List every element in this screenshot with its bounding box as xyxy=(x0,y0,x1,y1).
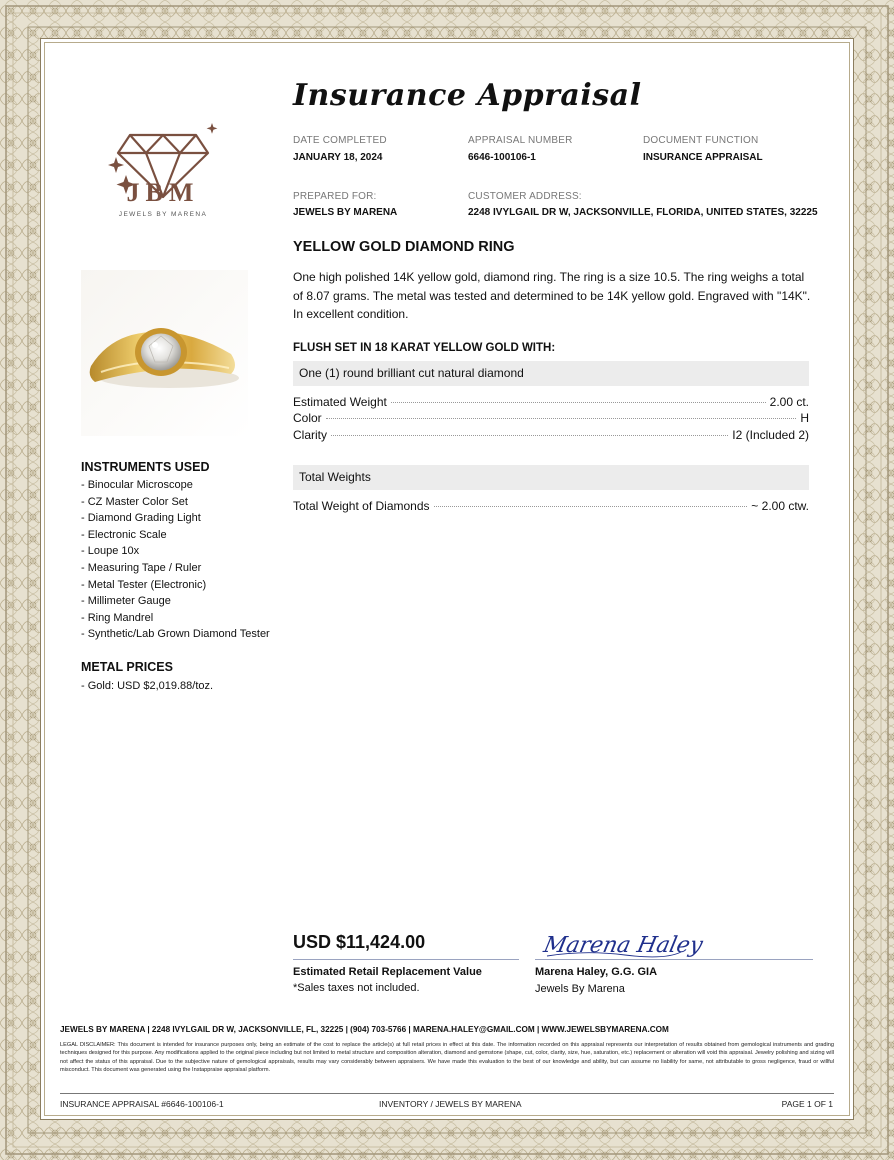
document-title: Insurance Appraisal xyxy=(293,78,642,113)
price-label: Estimated Retail Replacement Value xyxy=(293,966,482,978)
metal-prices-title: METAL PRICES xyxy=(81,660,173,674)
list-item: - CZ Master Color Set xyxy=(81,495,188,508)
instruments-title: INSTRUMENTS USED xyxy=(81,460,210,474)
item-description: One high polished 14K yellow gold, diamond ring. The ring is a size 10.5. The ring weighs a total of 8.07 grams. The metal was tested and determined to be 14K yellow gold. Engraved with "14K". In excellent condition. xyxy=(293,270,811,321)
spec-value: I2 (Included 2) xyxy=(732,428,809,442)
appraisal-number-value: 6646-100106-1 xyxy=(468,152,536,163)
appraised-price: USD $11,424.00 xyxy=(293,932,426,952)
leader-dots xyxy=(326,418,797,419)
spec-value: 2.00 ct. xyxy=(769,395,809,409)
customer-address-value: 2248 IVYLGAIL DR W, JACKSONVILLE, FLORIDA, UNITED STATES, 32225 xyxy=(468,207,818,218)
list-item: - Electronic Scale xyxy=(81,528,167,541)
spec-label: Clarity xyxy=(293,428,328,442)
footer-divider xyxy=(60,1093,834,1094)
spec-value: H xyxy=(800,411,809,425)
logo-subtitle: JEWELS BY MARENA xyxy=(118,211,208,218)
total-weights-bar: Total Weights xyxy=(293,465,809,490)
leader-dots xyxy=(434,506,748,507)
document-function-label: DOCUMENT FUNCTION xyxy=(643,135,759,146)
total-weight-value: ~ 2.00 ctw. xyxy=(751,499,809,513)
total-weight-row xyxy=(293,499,809,515)
leader-dots xyxy=(331,435,728,436)
footer-contact-line: JEWELS BY MARENA | 2248 IVYLGAIL DR W, JACKSONVILLE, FL, 32225 | (904) 703-5766 | MARENA.HALEY@GMAIL.COM | WWW.JEWELSBYMARENA.COM xyxy=(60,1025,669,1034)
list-item: - Gold: USD $2,019.88/toz. xyxy=(81,680,214,692)
date-completed-label: DATE COMPLETED xyxy=(293,135,387,146)
price-note: *Sales taxes not included. xyxy=(293,982,420,994)
footer-page-number: PAGE 1 OF 1 xyxy=(781,1099,833,1109)
signer-company: Jewels By Marena xyxy=(535,983,625,995)
spec-label: Color xyxy=(293,411,322,425)
price-divider xyxy=(293,959,519,960)
instruments-list xyxy=(81,477,270,643)
list-item: - Measuring Tape / Ruler xyxy=(81,561,202,574)
stone-description-bar: One (1) round brilliant cut natural diamond xyxy=(293,361,809,386)
spec-row-clarity xyxy=(293,428,809,444)
signer-name: Marena Haley, G.G. GIA xyxy=(535,966,658,978)
signature-image xyxy=(541,922,705,964)
total-weight-label: Total Weight of Diamonds xyxy=(293,499,430,513)
list-item: - Millimeter Gauge xyxy=(81,595,171,608)
list-item: - Diamond Grading Light xyxy=(81,512,201,525)
logo-letters: JBM xyxy=(126,178,200,207)
leader-dots xyxy=(391,402,766,403)
date-completed-value: JANUARY 18, 2024 xyxy=(293,152,383,163)
customer-address-label: CUSTOMER ADDRESS: xyxy=(468,191,582,202)
footer-appraisal-id: INSURANCE APPRAISAL #6646-100106-1 xyxy=(60,1099,224,1109)
metal-prices-list xyxy=(81,678,213,695)
signature-divider xyxy=(535,959,813,960)
ring-photo xyxy=(81,270,248,436)
prepared-for-label: PREPARED FOR: xyxy=(293,191,377,202)
list-item: - Loupe 10x xyxy=(81,545,140,558)
list-item: - Metal Tester (Electronic) xyxy=(81,578,207,591)
document-function-value: INSURANCE APPRAISAL xyxy=(643,152,763,163)
list-item: - Synthetic/Lab Grown Diamond Tester xyxy=(81,628,270,641)
footer-inventory: INVENTORY / JEWELS BY MARENA xyxy=(379,1099,522,1109)
spec-row-color xyxy=(293,411,809,427)
svg-text:Marena Haley: Marena Haley xyxy=(541,932,705,958)
list-item: - Ring Mandrel xyxy=(81,611,154,624)
legal-disclaimer: LEGAL DISCLAIMER: This document is intended for insurance purposes only, being an estimate of the cost to replace the article(s) at full retail prices in effect at this date. The information recorded on this appraisal represents our interpretation of results obtained from gemological instruments and grading techniques designed for this purpose. Any modifications applied to the original piece including but not limited to metal structure and composition alteration, diamond and gemstone (shape, cut, color, clarity, size, hue, saturation, etc.) replacement or alteration will void this appraisal. Jewelry polishing and sizing will not affect the status of this appraisal. Due to the subjective nature of gemological appraisals, results may vary considerably between appraisers. We have made this evaluation to the best of our knowledge and ability, but can assume no liability for same, not attributable to gross negligence, fraud or willful misconduct. This document was generated using the Instappraise appraisal platform. xyxy=(60,1042,834,1073)
list-item: - Binocular Microscope xyxy=(81,479,193,491)
prepared-for-value: JEWELS BY MARENA xyxy=(293,207,398,218)
setting-title: FLUSH SET IN 18 KARAT YELLOW GOLD WITH: xyxy=(293,342,556,354)
item-title: YELLOW GOLD DIAMOND RING xyxy=(293,239,515,255)
appraisal-number-label: APPRAISAL NUMBER xyxy=(468,135,573,146)
spec-row-estimated-weight xyxy=(293,395,809,411)
spec-label: Estimated Weight xyxy=(293,395,387,409)
